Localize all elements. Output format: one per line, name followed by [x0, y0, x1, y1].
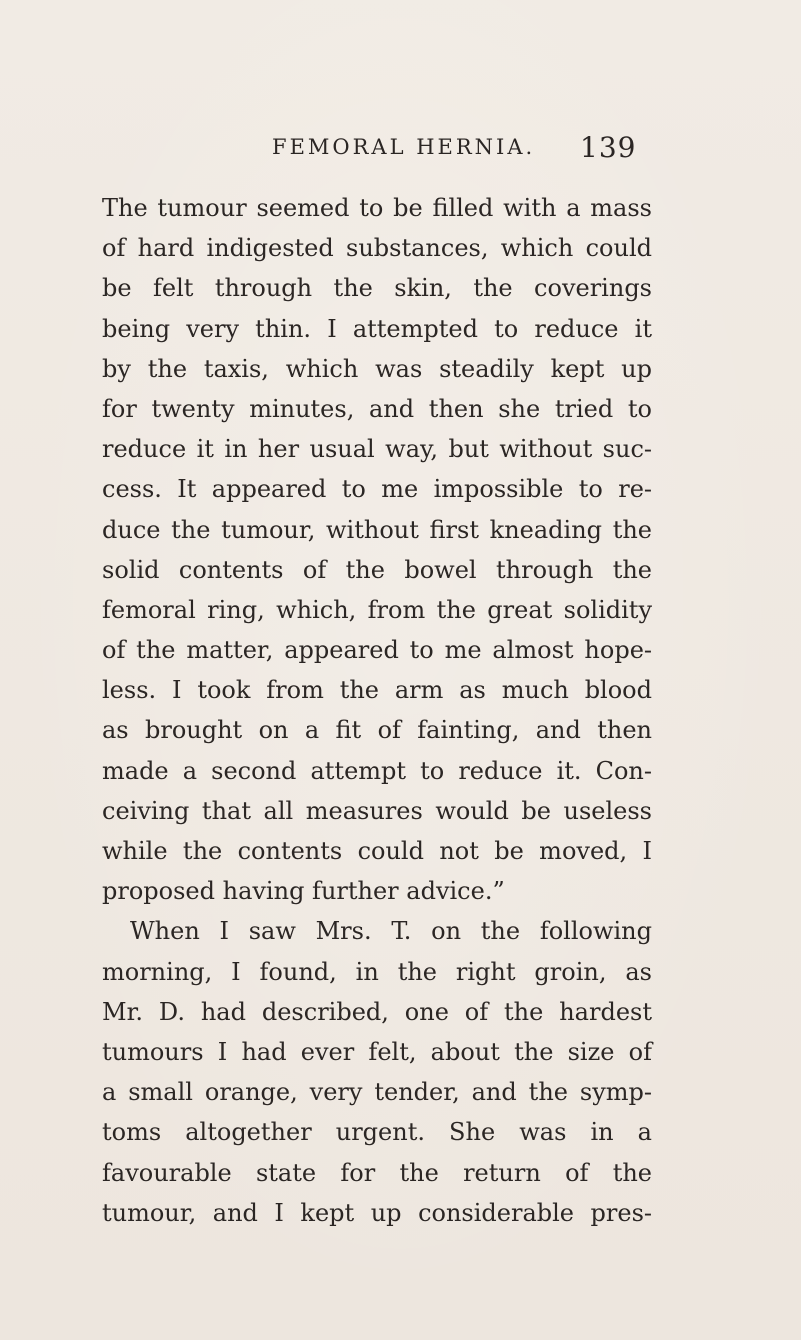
text-line: while the contents could not be moved, I	[102, 837, 652, 865]
text-line: The tumour seemed to be filled with a mass	[102, 194, 652, 222]
text-line: less. I took from the arm as much blood	[102, 676, 652, 705]
text-line: duce the tumour, without first kneading the	[102, 515, 652, 544]
text-line: of hard indigested substances, which could	[102, 234, 652, 263]
text-line: a small orange, very tender, and the symp-	[102, 1078, 652, 1107]
running-head: FEMORAL HERNIA.	[272, 135, 536, 159]
text-line: cess. It appeared to me impossible to re-	[102, 475, 652, 504]
text-line: morning, I found, in the right groin, as	[102, 957, 652, 986]
text-line: favourable state for the return of the	[102, 1158, 652, 1187]
text-line: of the matter, appeared to me almost hope-	[102, 636, 652, 665]
text-line: reduce it in her usual way, but without suc-	[102, 435, 652, 464]
body-text	[102, 188, 652, 1233]
text-line: for twenty minutes, and then she tried to	[102, 394, 652, 423]
text-line: be felt through the skin, the coverings	[102, 274, 652, 303]
page-number: 139	[580, 131, 637, 164]
text-line: solid contents of the bowel through the	[102, 555, 652, 584]
text-line: toms altogether urgent. She was in a	[102, 1118, 652, 1147]
text-line: Mr. D. had described, one of the hardest	[102, 997, 652, 1026]
text-line: ceiving that all measures would be useless	[102, 796, 652, 825]
text-line: tumours I had ever felt, about the size of	[102, 1037, 652, 1066]
text-line: by the taxis, which was steadily kept up	[102, 354, 652, 383]
text-line: being very thin. I attempted to reduce it	[102, 314, 652, 343]
text-line: tumour, and I kept up considerable pres-	[102, 1198, 652, 1227]
text-line: femoral ring, which, from the great solidity	[102, 595, 652, 624]
page-header	[0, 133, 801, 173]
text-line: made a second attempt to reduce it. Con-	[102, 756, 652, 785]
text-line: as brought on a fit of fainting, and then	[102, 716, 652, 745]
paragraph-start-line: When I saw Mrs. T. on the following	[130, 917, 652, 946]
text-line: proposed having further advice.”	[102, 877, 505, 906]
